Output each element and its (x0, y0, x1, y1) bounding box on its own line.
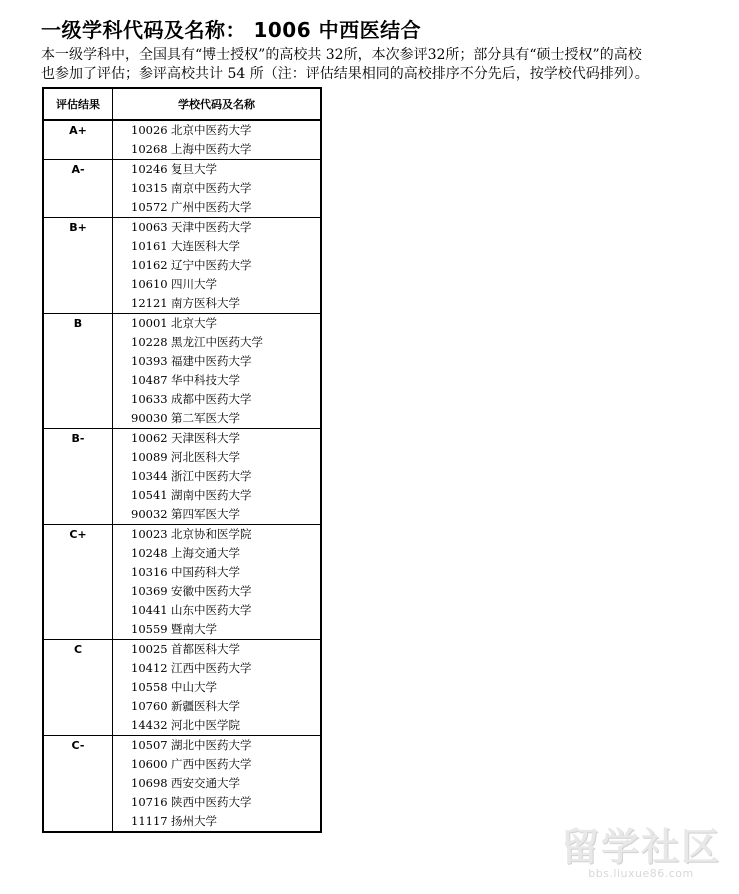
ranking-table (42, 87, 322, 833)
school-name: 天津医科大学 (171, 431, 240, 445)
school-code: 10507 (131, 738, 168, 752)
school-name: 黑龙江中医药大学 (171, 335, 263, 349)
school-entry (131, 755, 320, 774)
watermark-logo-text: 留学社区 (560, 825, 721, 869)
school-code: 10162 (131, 258, 168, 272)
school-entry (131, 140, 320, 159)
school-code: 10441 (131, 603, 168, 617)
school-code: 10698 (131, 776, 168, 790)
school-name: 新疆医科大学 (171, 699, 240, 713)
school-name: 西安交通大学 (171, 776, 240, 790)
school-entry (131, 294, 320, 313)
school-entry (131, 716, 320, 735)
school-name: 辽宁中医药大学 (171, 258, 252, 272)
school-entry (131, 620, 320, 639)
school-entry (131, 448, 320, 467)
grade-group-row (43, 314, 321, 429)
school-code: 10062 (131, 431, 168, 445)
school-name: 福建中医药大学 (171, 354, 252, 368)
ranking-body (43, 120, 321, 832)
school-entry (131, 179, 320, 198)
school-entry (131, 429, 320, 448)
school-code: 10760 (131, 699, 168, 713)
school-entry (131, 544, 320, 563)
school-name: 陕西中医药大学 (171, 795, 252, 809)
school-code: 10559 (131, 622, 168, 636)
school-code: 10001 (131, 316, 168, 330)
schools-cell (113, 218, 322, 314)
school-code: 10541 (131, 488, 168, 502)
school-entry (131, 121, 320, 140)
school-code: 10633 (131, 392, 168, 406)
school-entry (131, 314, 320, 333)
school-entry (131, 793, 320, 812)
school-code: 10600 (131, 757, 168, 771)
grade-cell: C+ (43, 525, 113, 640)
school-code: 10487 (131, 373, 168, 387)
school-code: 10246 (131, 162, 168, 176)
school-entry (131, 256, 320, 275)
school-entry (131, 812, 320, 831)
school-name: 成都中医药大学 (171, 392, 252, 406)
school-name: 天津中医药大学 (171, 220, 252, 234)
school-name: 大连医科大学 (171, 239, 240, 253)
schools-cell (113, 160, 322, 218)
school-code: 10023 (131, 527, 168, 541)
intro-line-1: 本一级学科中，全国具有“博士授权”的高校共 32所，本次参评32所；部分具有“硕士授权”的高校 (41, 47, 642, 63)
school-code: 10161 (131, 239, 168, 253)
school-name: 北京协和医学院 (171, 527, 252, 541)
grade-group-row (43, 640, 321, 736)
schools-cell (113, 120, 322, 160)
school-code: 10268 (131, 142, 168, 156)
school-name: 第二军医大学 (171, 411, 240, 425)
school-entry (131, 486, 320, 505)
school-entry (131, 678, 320, 697)
grade-group-row (43, 218, 321, 314)
school-entry (131, 467, 320, 486)
school-name: 江西中医药大学 (171, 661, 252, 675)
school-name: 上海中医药大学 (171, 142, 252, 156)
school-entry (131, 601, 320, 620)
school-code: 10089 (131, 450, 168, 464)
watermark-url: bbs.liuxue86.com (588, 867, 694, 880)
school-code: 10315 (131, 181, 168, 195)
school-code: 10228 (131, 335, 168, 349)
school-name: 浙江中医药大学 (171, 469, 252, 483)
school-name: 首都医科大学 (171, 642, 240, 656)
grade-group-row (43, 736, 321, 833)
school-code: 90030 (131, 411, 168, 425)
school-name: 山东中医药大学 (171, 603, 252, 617)
school-code: 14432 (131, 718, 168, 732)
grade-group-row (43, 525, 321, 640)
watermark-logo (561, 827, 721, 880)
intro-paragraph (41, 46, 711, 83)
school-entry (131, 505, 320, 524)
school-entry (131, 352, 320, 371)
school-name: 安徽中医药大学 (171, 584, 252, 598)
school-entry (131, 160, 320, 179)
school-name: 湖北中医药大学 (171, 738, 252, 752)
school-name: 广西中医药大学 (171, 757, 252, 771)
school-code: 10063 (131, 220, 168, 234)
school-name: 中国药科大学 (171, 565, 240, 579)
schools-cell (113, 640, 322, 736)
school-code: 10572 (131, 200, 168, 214)
school-entry (131, 333, 320, 352)
page-title: 一级学科代码及名称： 1006 中西医结合 (41, 18, 422, 42)
school-entry (131, 563, 320, 582)
grade-group-row (43, 429, 321, 525)
school-entry (131, 409, 320, 428)
school-name: 南京中医药大学 (171, 181, 252, 195)
grade-cell: C (43, 640, 113, 736)
school-name: 四川大学 (171, 277, 217, 291)
school-entry (131, 697, 320, 716)
header-school: 学校代码及名称 (113, 88, 322, 120)
school-entry (131, 659, 320, 678)
school-code: 10412 (131, 661, 168, 675)
school-code: 10558 (131, 680, 168, 694)
grade-group-row (43, 120, 321, 160)
school-entry (131, 390, 320, 409)
school-name: 北京大学 (171, 316, 217, 330)
school-name: 第四军医大学 (171, 507, 240, 521)
school-entry (131, 237, 320, 256)
school-name: 广州中医药大学 (171, 200, 252, 214)
schools-cell (113, 314, 322, 429)
schools-cell (113, 736, 322, 833)
school-name: 扬州大学 (171, 814, 217, 828)
school-name: 中山大学 (171, 680, 217, 694)
grade-cell: A- (43, 160, 113, 218)
school-entry (131, 371, 320, 390)
school-name: 暨南大学 (171, 622, 217, 636)
school-code: 11117 (131, 814, 168, 828)
school-entry (131, 640, 320, 659)
grade-cell: B (43, 314, 113, 429)
school-code: 10716 (131, 795, 168, 809)
header-grade: 评估结果 (43, 88, 113, 120)
school-code: 10344 (131, 469, 168, 483)
school-name: 湖南中医药大学 (171, 488, 252, 502)
school-code: 10248 (131, 546, 168, 560)
intro-line-2: 也参加了评估；参评高校共计 54 所（注：评估结果相同的高校排序不分先后，按学校代码排列）。 (41, 65, 649, 82)
school-name: 上海交通大学 (171, 546, 240, 560)
school-code: 10025 (131, 642, 168, 656)
grade-cell: B- (43, 429, 113, 525)
table-header-row (43, 88, 321, 120)
school-name: 河北医科大学 (171, 450, 240, 464)
grade-cell: A+ (43, 120, 113, 160)
schools-cell (113, 525, 322, 640)
school-code: 12121 (131, 296, 168, 310)
school-entry (131, 525, 320, 544)
school-name: 北京中医药大学 (171, 123, 252, 137)
school-entry (131, 774, 320, 793)
school-code: 10393 (131, 354, 168, 368)
school-code: 10316 (131, 565, 168, 579)
schools-cell (113, 429, 322, 525)
grade-cell: C- (43, 736, 113, 833)
school-code: 10026 (131, 123, 168, 137)
school-name: 华中科技大学 (171, 373, 240, 387)
school-code: 10610 (131, 277, 168, 291)
grade-cell: B+ (43, 218, 113, 314)
school-name: 河北中医学院 (171, 718, 240, 732)
grade-group-row (43, 160, 321, 218)
school-entry (131, 218, 320, 237)
school-name: 南方医科大学 (171, 296, 240, 310)
school-code: 10369 (131, 584, 168, 598)
school-entry (131, 198, 320, 217)
school-code: 90032 (131, 507, 168, 521)
school-entry (131, 275, 320, 294)
school-name: 复旦大学 (171, 162, 217, 176)
school-entry (131, 582, 320, 601)
school-entry (131, 736, 320, 755)
